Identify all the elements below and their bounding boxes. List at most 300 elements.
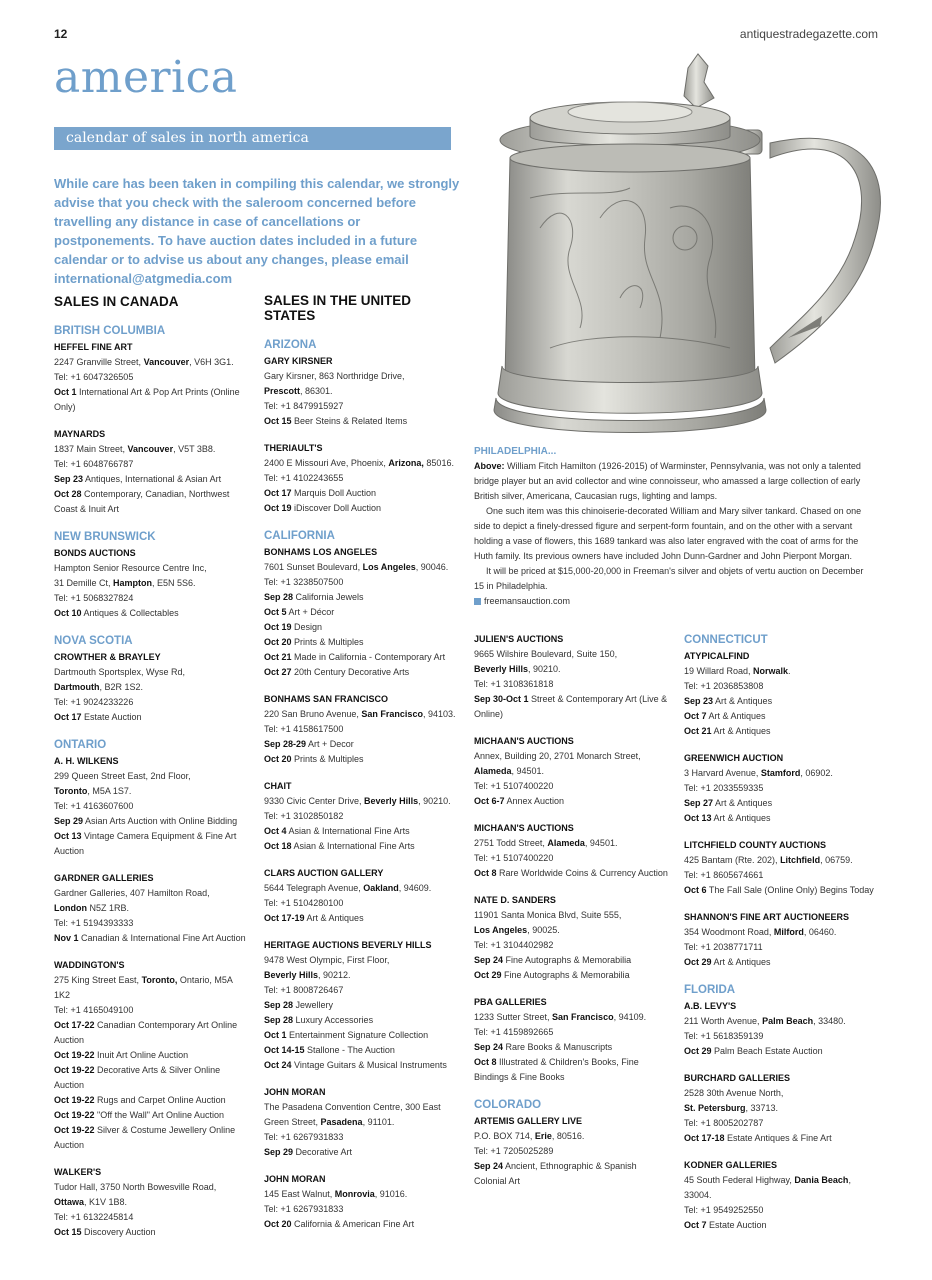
- entry-text: Tel: +1 7205025289: [474, 1146, 554, 1156]
- entry-text: Art + Décor: [286, 607, 335, 617]
- entry-line: [684, 1029, 880, 1044]
- auction-house-name: JOHN MORAN: [264, 1174, 326, 1184]
- emphasis-text: Oct 8: [474, 1057, 497, 1067]
- entry-text: Art + Decor: [306, 739, 354, 749]
- entry-line: [54, 591, 250, 606]
- entry-line: [474, 866, 670, 881]
- entry-text: Vintage Camera Equipment & Fine Art Auction: [54, 831, 237, 856]
- emphasis-text: Oct 19: [264, 622, 292, 632]
- emphasis-text: Pasadena: [320, 1117, 363, 1127]
- emphasis-text: Oct 13: [54, 831, 82, 841]
- entry-line: [54, 1123, 250, 1153]
- entry-line: [54, 829, 250, 859]
- emphasis-text: Vancouver: [127, 444, 174, 454]
- entry-text: P.O. BOX 714,: [474, 1131, 535, 1141]
- emphasis-text: Oct 17: [264, 488, 292, 498]
- entry-text: , 94609.: [398, 883, 432, 893]
- entry-line: [264, 737, 460, 752]
- entry-text: Contemporary, Canadian, Northwest Coast & Inuit Art: [54, 489, 230, 514]
- auction-house-entry: [474, 995, 670, 1085]
- entry-text: Antiques, International & Asian Art: [83, 474, 222, 484]
- column-heading: SALES IN THE UNITED STATES: [264, 293, 412, 323]
- entry-line: [54, 710, 250, 725]
- emphasis-text: Dania Beach: [794, 1175, 849, 1185]
- emphasis-text: Beverly Hills: [364, 796, 419, 806]
- emphasis-text: Oct 29: [684, 957, 712, 967]
- entry-text: The Fall Sale (Online Only) Begins Today: [706, 885, 874, 895]
- entry-text: Tel: +1 6267931833: [264, 1204, 344, 1214]
- emphasis-text: Los Angeles: [474, 925, 528, 935]
- entry-text: Rare Worldwide Coins & Currency Auction: [496, 868, 668, 878]
- silver-tankard-photo: [470, 48, 890, 436]
- emphasis-text: Oct 5: [264, 607, 287, 617]
- entry-line: [54, 472, 250, 487]
- entry-line: [264, 794, 460, 809]
- entry-text: 145 East Walnut,: [264, 1189, 335, 1199]
- auction-house-name: BONDS AUCTIONS: [54, 548, 136, 558]
- entry-text: Tel: +1 3102850182: [264, 811, 344, 821]
- entry-line: [684, 853, 880, 868]
- entry-text: Tel: +1 6048766787: [54, 459, 134, 469]
- photo-caption: [474, 444, 874, 609]
- column-united-states: [264, 293, 460, 1244]
- entry-line: [684, 1086, 880, 1101]
- emphasis-text: Sep 28: [264, 592, 294, 602]
- emphasis-text: Oct 15: [264, 416, 292, 426]
- emphasis-text: Oct 28: [54, 489, 82, 499]
- entry-text: Prints & Multiples: [291, 754, 364, 764]
- entry-text: iDiscover Doll Auction: [291, 503, 382, 513]
- entry-text: Dartmouth Sportsplex, Wyse Rd,: [54, 667, 185, 677]
- entry-text: , 90210.: [528, 664, 561, 674]
- entry-text: Canadian & International Fine Art Auction: [78, 933, 246, 943]
- emphasis-text: Oct 19-22: [54, 1125, 95, 1135]
- emphasis-text: Alameda: [474, 766, 512, 776]
- entry-line: [264, 722, 460, 737]
- region-heading: COLORADO: [474, 1099, 542, 1111]
- region-heading: ONTARIO: [54, 739, 107, 751]
- entry-text: International Art & Pop Art Prints (Online Only): [54, 387, 240, 412]
- entry-text: , 90210.: [418, 796, 451, 806]
- entry-text: Tel: +1 2038771711: [684, 942, 763, 952]
- entry-text: Tel: +1 3238507500: [264, 577, 344, 587]
- auction-house-name: CHAIT: [264, 781, 292, 791]
- emphasis-text: Sep 30-Oct 1: [474, 694, 529, 704]
- entry-text: Antiques & Collectables: [81, 608, 179, 618]
- entry-text: , 33480.: [813, 1016, 846, 1026]
- auction-house-entry: [54, 427, 250, 517]
- auction-house-name: BONHAMS LOS ANGELES: [264, 547, 378, 557]
- auction-house-entry: [54, 1165, 250, 1240]
- entry-line: [264, 575, 460, 590]
- emphasis-text: Sep 24: [474, 1161, 504, 1171]
- entry-line: [264, 590, 460, 605]
- entry-text: , 94501.: [511, 766, 545, 776]
- auction-house-name: HERITAGE AUCTIONS BEVERLY HILLS: [264, 940, 432, 950]
- entry-text: 211 Worth Avenue,: [684, 1016, 763, 1026]
- entry-text: Tel: +1 9024233226: [54, 697, 134, 707]
- emphasis-text: Vancouver: [143, 357, 190, 367]
- entry-line: [54, 1225, 250, 1240]
- entry-line: [264, 1202, 460, 1217]
- auction-house-name: MICHAAN'S AUCTIONS: [474, 736, 574, 746]
- entry-line: [684, 694, 880, 709]
- entry-line: [54, 385, 250, 415]
- entry-text: Palm Beach Estate Auction: [711, 1046, 823, 1056]
- auction-house-entry: [264, 441, 460, 516]
- auction-house-entry: [264, 528, 460, 680]
- emphasis-text: Nov 1: [54, 933, 79, 943]
- entry-line: [264, 1058, 460, 1073]
- entry-line: [474, 908, 670, 923]
- entry-text: Annex, Building 20, 2701 Monarch Street,: [474, 751, 641, 761]
- entry-text: Tel: +1 5618359139: [684, 1031, 764, 1041]
- emphasis-text: Oct 24: [264, 1060, 292, 1070]
- entry-text: California & American Fine Art: [291, 1219, 415, 1229]
- emphasis-text: Beverly Hills: [474, 664, 529, 674]
- emphasis-text: Oct 10: [54, 608, 82, 618]
- entry-line: [54, 1210, 250, 1225]
- emphasis-text: Oct 21: [264, 652, 292, 662]
- entry-line: [54, 680, 250, 695]
- entry-text: 45 South Federal Highway,: [684, 1175, 795, 1185]
- auction-house-entry: [54, 871, 250, 946]
- entry-line: [264, 707, 460, 722]
- entry-line: [684, 724, 880, 739]
- entry-line: [54, 886, 250, 901]
- entry-text: Rugs and Carpet Online Auction: [94, 1095, 226, 1105]
- entry-text: 19 Willard Road,: [684, 666, 754, 676]
- entry-text: .: [788, 666, 791, 676]
- entry-text: Art & Antiques: [711, 957, 771, 967]
- entry-text: , 94501.: [584, 838, 618, 848]
- entry-text: Estate Auction: [706, 1220, 767, 1230]
- caption-paragraph: It will be priced at $15,000-20,000 in Freeman's silver and objets of vertu auction on December 15 in Philadelphia.: [474, 566, 864, 591]
- auction-house-name: MICHAAN'S AUCTIONS: [474, 823, 574, 833]
- emphasis-text: Sep 28-29: [264, 739, 307, 749]
- emphasis-text: Oct 1: [54, 387, 77, 397]
- auction-house-entry: [684, 910, 880, 970]
- emphasis-text: Sep 23: [54, 474, 84, 484]
- emphasis-text: Oct 20: [264, 754, 292, 764]
- entry-text: Tel: +1 2033559335: [684, 783, 764, 793]
- entry-line: [54, 370, 250, 385]
- square-bullet-icon: [474, 598, 481, 605]
- emphasis-text: Sep 28: [264, 1015, 294, 1025]
- entry-text: Jewellery: [293, 1000, 334, 1010]
- entry-text: Tel: +1 6267931833: [264, 1132, 344, 1142]
- entry-line: [264, 968, 460, 983]
- auction-house-name: SHANNON'S FINE ART AUCTIONEERS: [684, 912, 849, 922]
- emphasis-text: Sep 29: [264, 1147, 294, 1157]
- entry-text: 9330 Civic Center Drive,: [264, 796, 365, 806]
- entry-line: [264, 752, 460, 767]
- auction-house-name: KODNER GALLERIES: [684, 1160, 778, 1170]
- emphasis-text: Oct 19-22: [54, 1050, 95, 1060]
- entry-text: 2528 30th Avenue North,: [684, 1088, 784, 1098]
- entry-text: , 06460.: [803, 927, 837, 937]
- entry-line: [264, 1145, 460, 1160]
- entry-text: 2751 Todd Street,: [474, 838, 548, 848]
- entry-line: [54, 1093, 250, 1108]
- entry-text: , 94109.: [613, 1012, 647, 1022]
- entry-line: [474, 779, 670, 794]
- entry-text: Tel: +1 4159892665: [474, 1027, 554, 1037]
- emphasis-text: London: [54, 903, 87, 913]
- emphasis-text: Toronto,: [141, 975, 178, 985]
- auction-house-entry: [684, 632, 880, 739]
- entry-text: , 94103.: [422, 709, 456, 719]
- entry-text: Tel: +1 4165049100: [54, 1005, 134, 1015]
- entry-text: Art & Antiques: [713, 798, 773, 808]
- auction-house-entry: [264, 866, 460, 926]
- entry-line: [264, 650, 460, 665]
- emphasis-text: Oct 14-15: [264, 1045, 305, 1055]
- entry-line: [264, 665, 460, 680]
- entry-line: [684, 766, 880, 781]
- auction-house-entry: [474, 821, 670, 881]
- emphasis-text: Oct 29: [684, 1046, 712, 1056]
- entry-line: [684, 811, 880, 826]
- auction-house-entry: [684, 1158, 880, 1233]
- entry-text: , 90025.: [527, 925, 560, 935]
- entry-text: Design: [291, 622, 323, 632]
- caption-heading: PHILADELPHIA...: [474, 446, 557, 457]
- entry-text: Tudor Hall, 3750 North Bowesville Road,: [54, 1182, 217, 1192]
- entry-text: Hampton Senior Resource Centre Inc,: [54, 563, 207, 573]
- emphasis-text: Oct 29: [474, 970, 502, 980]
- entry-line: [264, 635, 460, 650]
- auction-house-entry: [474, 893, 670, 983]
- entry-text: Art & Antiques: [711, 813, 771, 823]
- entry-line: [474, 1055, 670, 1085]
- emphasis-text: Monrovia: [334, 1189, 375, 1199]
- auction-house-name: ARTEMIS GALLERY LIVE: [474, 1116, 583, 1126]
- intro-text: While care has been taken in compiling this calendar, we strongly advise that you check with the saleroom concerned before travelling any distance in case of cancellations or postponements. To have auction dates included in a future calendar or to advise us about any changes, please email international@atgmedia.com: [54, 176, 460, 286]
- emphasis-text: Oct 6: [684, 885, 707, 895]
- entry-text: Ancient, Ethnographic & Spanish Colonial Art: [474, 1161, 637, 1186]
- entry-line: [684, 781, 880, 796]
- page-number: 12: [54, 27, 68, 41]
- emphasis-text: Arizona,: [388, 458, 424, 468]
- entry-line: [264, 471, 460, 486]
- entry-line: [264, 824, 460, 839]
- entry-line: [684, 1131, 880, 1146]
- emphasis-text: Oct 8: [474, 868, 497, 878]
- auction-house-entry: [474, 734, 670, 809]
- entry-line: [264, 881, 460, 896]
- emphasis-text: Oakland: [363, 883, 399, 893]
- entry-text: Art & Antiques: [713, 696, 773, 706]
- entry-line: [264, 911, 460, 926]
- entry-text: Gary Kirsner, 863 Northridge Drive,: [264, 371, 405, 381]
- column-us-continued-1: [474, 632, 670, 1201]
- emphasis-text: Oct 27: [264, 667, 292, 677]
- emphasis-text: Oct 19: [264, 503, 292, 513]
- auction-house-name: ATYPICALFIND: [684, 651, 750, 661]
- entry-line: [264, 384, 460, 399]
- entry-text: Entertainment Signature Collection: [286, 1030, 429, 1040]
- auction-house-name: LITCHFIELD COUNTY AUCTIONS: [684, 840, 826, 850]
- entry-text: Tel: +1 3108361818: [474, 679, 554, 689]
- auction-house-name: MAYNARDS: [54, 429, 106, 439]
- entry-text: The Pasadena Convention Centre, 300 East Green Street,: [264, 1102, 441, 1127]
- entry-line: [264, 414, 460, 429]
- entry-line: [54, 1048, 250, 1063]
- emphasis-text: Oct 19-22: [54, 1095, 95, 1105]
- entry-text: 5644 Telegraph Avenue,: [264, 883, 364, 893]
- emphasis-text: Sep 28: [264, 1000, 294, 1010]
- auction-house-entry: [684, 838, 880, 898]
- entry-line: [264, 1028, 460, 1043]
- entry-line: [474, 764, 670, 779]
- entry-text: Marquis Doll Auction: [291, 488, 377, 498]
- entry-line: [54, 931, 250, 946]
- entry-text: Tel: +1 8479915927: [264, 401, 344, 411]
- auction-house-name: CLARS AUCTION GALLERY: [264, 868, 384, 878]
- entry-text: Fine Autographs & Memorabilia: [503, 955, 632, 965]
- entry-line: [474, 923, 670, 938]
- caption-link-text[interactable]: freemansauction.com: [484, 596, 571, 606]
- entry-text: Ontario, M5A 1K2: [54, 975, 233, 1000]
- auction-house-entry: [54, 323, 250, 415]
- entry-line: [54, 561, 250, 576]
- entry-text: 3 Harvard Avenue,: [684, 768, 761, 778]
- entry-text: Tel: +1 9549252550: [684, 1205, 764, 1215]
- entry-text: Tel: +1 8005202787: [684, 1118, 764, 1128]
- entry-line: [474, 1025, 670, 1040]
- entry-line: [474, 1010, 670, 1025]
- entry-line: [474, 968, 670, 983]
- entry-line: [684, 1218, 880, 1233]
- section-title: america: [54, 52, 238, 103]
- entry-text: Tel: +1 5107400220: [474, 781, 554, 791]
- entry-text: Tel: +1 4158617500: [264, 724, 344, 734]
- entry-text: California Jewels: [293, 592, 364, 602]
- entry-line: [54, 799, 250, 814]
- emphasis-text: Oct 17-18: [684, 1133, 725, 1143]
- entry-line: [684, 796, 880, 811]
- entry-line: [264, 896, 460, 911]
- auction-house-entry: [54, 737, 250, 859]
- entry-text: 9665 Wilshire Boulevard, Suite 150,: [474, 649, 618, 659]
- emphasis-text: Sep 24: [474, 955, 504, 965]
- entry-line: [684, 1101, 880, 1116]
- caption-above-label: Above:: [474, 461, 505, 471]
- entry-line: [474, 953, 670, 968]
- auction-house-entry: [264, 692, 460, 767]
- entry-text: Asian & International Fine Arts: [286, 826, 410, 836]
- entry-line: [474, 938, 670, 953]
- entry-text: , 06759.: [820, 855, 853, 865]
- entry-line: [54, 973, 250, 1003]
- entry-text: 1837 Main Street,: [54, 444, 128, 454]
- auction-house-name: JULIEN'S AUCTIONS: [474, 634, 564, 644]
- auction-house-name: JOHN MORAN: [264, 1087, 326, 1097]
- entry-text: , 80516.: [551, 1131, 585, 1141]
- emphasis-text: Oct 6-7: [474, 796, 505, 806]
- auction-house-name: BURCHARD GALLERIES: [684, 1073, 791, 1083]
- entry-line: [264, 998, 460, 1013]
- emphasis-text: Los Angeles: [362, 562, 416, 572]
- entry-line: [684, 955, 880, 970]
- auction-house-name: THERIAULT'S: [264, 443, 323, 453]
- entry-text: , 90212.: [318, 970, 351, 980]
- entry-text: Tel: +1 6132245814: [54, 1212, 134, 1222]
- emphasis-text: Alameda: [547, 838, 585, 848]
- entry-line: [684, 679, 880, 694]
- entry-line: [474, 749, 670, 764]
- entry-text: Fine Autographs & Memorabilia: [501, 970, 630, 980]
- entry-text: Estate Auction: [81, 712, 142, 722]
- entry-line: [474, 647, 670, 662]
- entry-text: Beer Steins & Related Items: [291, 416, 408, 426]
- site-url[interactable]: antiquestradegazette.com: [739, 27, 878, 41]
- auction-house-name: A. H. WILKENS: [54, 756, 119, 766]
- auction-house-entry: [264, 337, 460, 429]
- entry-line: [264, 399, 460, 414]
- entry-text: Vintage Guitars & Musical Instruments: [291, 1060, 447, 1070]
- auction-house-entry: [54, 958, 250, 1153]
- entry-line: [684, 1044, 880, 1059]
- entry-line: [684, 1014, 880, 1029]
- entry-text: , 86301.: [300, 386, 333, 396]
- entry-text: Tel: +1 2036853808: [684, 681, 764, 691]
- entry-line: [474, 662, 670, 677]
- auction-house-name: GARDNER GALLERIES: [54, 873, 154, 883]
- entry-text: Tel: +1 6047326505: [54, 372, 134, 382]
- auction-house-name: GREENWICH AUCTION: [684, 753, 784, 763]
- auction-house-name: WADDINGTON'S: [54, 960, 125, 970]
- entry-text: Tel: +1 3104402982: [474, 940, 554, 950]
- entry-text: 20th Century Decorative Arts: [291, 667, 410, 677]
- emphasis-text: Ottawa: [54, 1197, 85, 1207]
- auction-house-name: GARY KIRSNER: [264, 356, 333, 366]
- caption-paragraph: One such item was this chinoiserie-decorated William and Mary silver tankard. Chased on one side to depict a finely-dressed figure and serpent-form fountain, and on the other with a servant holding a vase of flowers, this 1689 tankard was also later engraved with the coat of arms for the Huth family. Its previous owners have included John Dunn-Gardner and John Pierpont Morgan.: [474, 506, 862, 561]
- entry-text: Luxury Accessories: [293, 1015, 374, 1025]
- entry-line: [54, 1195, 250, 1210]
- entry-line: [684, 940, 880, 955]
- caption-link[interactable]: [474, 594, 874, 609]
- entry-line: [474, 1159, 670, 1189]
- entry-line: [264, 456, 460, 471]
- entry-line: [54, 901, 250, 916]
- entry-line: [54, 1003, 250, 1018]
- emphasis-text: San Francisco: [361, 709, 423, 719]
- auction-house-entry: [264, 1172, 460, 1232]
- emphasis-text: Sep 24: [474, 1042, 504, 1052]
- entry-text: Tel: +1 4163607600: [54, 801, 134, 811]
- entry-text: Art & Antiques: [304, 913, 364, 923]
- emphasis-text: Oct 18: [264, 841, 292, 851]
- entry-line: [54, 606, 250, 621]
- entry-line: [474, 1129, 670, 1144]
- entry-text: Decorative Art: [293, 1147, 353, 1157]
- entry-text: Stallone - The Auction: [304, 1045, 395, 1055]
- entry-text: Discovery Auction: [81, 1227, 156, 1237]
- entry-line: [54, 576, 250, 591]
- entry-text: Tel: +1 5107400220: [474, 853, 554, 863]
- auction-house-entry: [54, 633, 250, 725]
- entry-text: 1233 Sutter Street,: [474, 1012, 553, 1022]
- entry-line: [54, 695, 250, 710]
- auction-house-name: HEFFEL FINE ART: [54, 342, 133, 352]
- auction-house-name: A.B. LEVY'S: [684, 1001, 737, 1011]
- entry-text: Street & Contemporary Art (Live & Online): [474, 694, 668, 719]
- auction-house-name: CROWTHER & BRAYLEY: [54, 652, 161, 662]
- entry-line: [264, 560, 460, 575]
- entry-text: 2400 E Missouri Ave, Phoenix,: [264, 458, 389, 468]
